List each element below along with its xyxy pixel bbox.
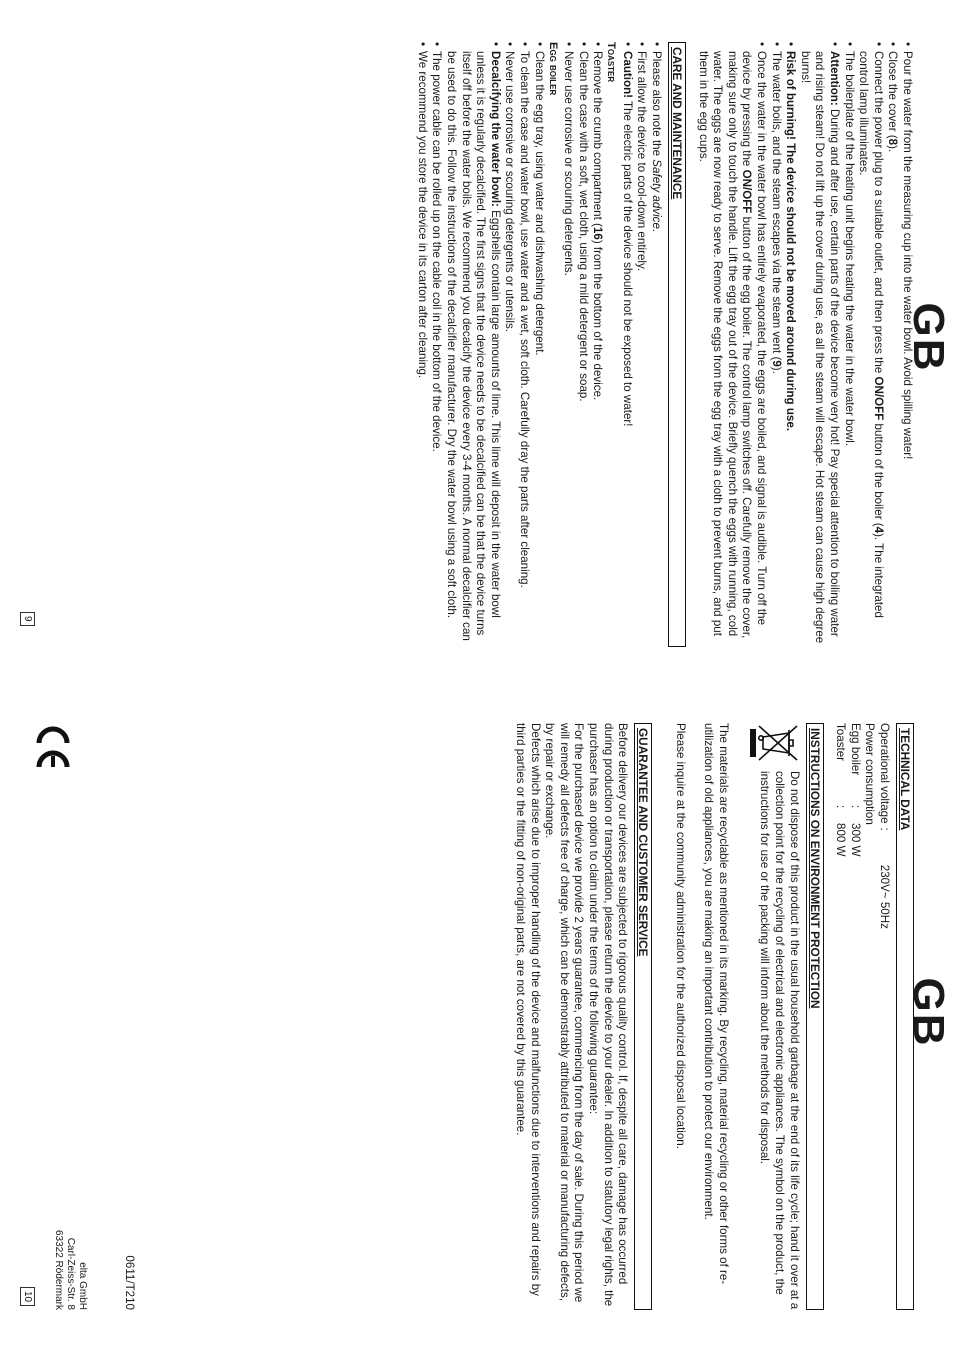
list-item: • The power cable can be rolled up on the cable coil in the bottom of the device.	[429, 42, 444, 647]
list-item: • Pour the water from the measuring cup into the water bowl. Avoid spilling water!	[899, 42, 914, 647]
spec-colon: :	[834, 805, 848, 809]
list-item: • Never use corrosive or scouring detergents or utensils.	[502, 42, 517, 647]
table-row	[833, 723, 848, 1310]
care-maintenance-heading: CARE AND MAINTENANCE	[668, 42, 686, 647]
table-row	[876, 723, 891, 1310]
list-item: • Never use corrosive or scouring detergents.	[561, 42, 576, 647]
crossed-out-bin-icon	[744, 723, 801, 769]
list-item: • Once the water in the water bowl has entirely evaporated, the eggs are boiled, and signal is audible. Turn off the device by pressing the ON/OFF button of the egg boiler. The control lamp switches off. Carefully remove the cover, making sure only to touch the handle. Lift the egg tray out of the device. Briefly quench the eggs with running, cold water. The eggs are now ready to serve. Remove the eggs from the egg tray with a cloth to prevent burns, and put them in the egg cups.	[695, 42, 768, 647]
table-row	[847, 723, 862, 1310]
list-item: • Please also note the Safety advice.	[649, 42, 664, 647]
page-number: 10	[20, 1287, 35, 1306]
list-item: • Caution! The electric parts of the device should not be exposed to water!	[619, 42, 634, 647]
egg-boiler-heading: Egg boiler	[546, 42, 559, 96]
guarantee-paragraph: Before delivery our devices are subjected to rigorous quality control. If, despite all care, damage has occurred during production or transportation, please return the device to your dealer. In addition to statutory legal rights, the purchaser has an option to claim under the terms of the following guarantee:	[587, 723, 630, 1307]
spec-colon: :	[848, 805, 862, 809]
list-item: • The boilerplate of the heating unit begins heating the water in the water bowl.	[841, 42, 856, 647]
company-address	[52, 1230, 88, 1310]
document-code: 0611/T210	[123, 1255, 136, 1310]
language-heading: GB	[904, 977, 953, 1048]
page-10	[0, 675, 954, 1350]
list-item: • First allow the device to cool-down entirely.	[634, 42, 649, 647]
list-item: • Attention: During and after use, certain parts of the device become very hot! Pay special attention to boiling water and rising steam! Do not lift up the cover during use, as all the steam will escape. Hot steam can cause high degree burns!	[797, 42, 841, 647]
page-number: 9	[20, 612, 35, 626]
list-item: • Clean the case with a soft, wet cloth, using a mild detergent or soap.	[575, 42, 590, 647]
guarantee-paragraph: For the purchased device we provide 2 years guarantee, commencing from the day of sale. During this period we will remedy all defects free of charge, which can be demonstrably attributed to material or manufacturing defects, by repair or exchange.	[543, 723, 586, 1303]
page-9-content	[414, 42, 914, 647]
spec-value: 230V~ 50Hz	[878, 864, 891, 929]
address-line: Carl-Zeiss-Str. 8	[65, 1237, 76, 1310]
spec-key: Operational voltage	[878, 723, 891, 824]
list-item: • Decalcifying the water bowl: Eggshells contain large amounts of lime. This lime will deposit in the water bowl unless it is regularly decalcified. The first signs that the device needs to be decalcified can be that the device turns itself off before the water boils. We recommend you decalcify the device every 3-4 months. A normal decalcifier can be used to do this. Follow the instructions of the decalcifier manufacturer. Dry the water bowl using a soft cloth.	[443, 42, 501, 647]
environment-paragraph: Please inquire at the community administration for the authorized disposal location.	[673, 723, 687, 1149]
list-item: • Risk of burning! The device should not be moved around during use.	[783, 42, 798, 647]
list-item: • Close the cover (8).	[885, 42, 900, 647]
spec-value: 800 W	[834, 823, 848, 857]
operation-steps	[695, 42, 914, 647]
list-item: • We recommend you store the device in its carton after cleaning.	[414, 42, 429, 647]
technical-data-table	[833, 723, 891, 1310]
list-item: • The water boils, and the steam escapes via the steam vent (9).	[768, 42, 783, 647]
table-row	[862, 723, 877, 1310]
list-item: • Connect the power plug to a suitable outlet, and then press the ON/OFF button of the boiler (4). The integrated control lamp illuminates.	[856, 42, 885, 647]
guarantee-paragraph: Defects which arise due to improper handling of the device and malfunctions due to interventions and repairs by third parties or the fitting of non-original parts, are not covered by this guarantee.	[514, 723, 542, 1296]
technical-data-heading: TECHNICAL DATA	[896, 723, 914, 1310]
spec-colon: :	[878, 827, 891, 831]
environment-heading: INSTRUCTIONS ON ENVIRONMENT PROTECTION	[806, 723, 824, 1310]
list-item: • Clean the egg tray, using water and dishwashing detergent.	[531, 42, 546, 647]
spec-value: 300 W	[848, 823, 862, 857]
toaster-list	[561, 42, 605, 647]
toaster-heading: Toaster	[605, 42, 618, 83]
spec-key: Toaster	[834, 723, 848, 762]
list-item: • To clean the case and water bowl, use water and a wet, soft cloth. Carefully dray the parts after cleaning.	[516, 42, 531, 647]
environment-block	[744, 723, 801, 1310]
address-line: elta GmbH	[77, 1262, 88, 1310]
egg-boiler-list	[414, 42, 545, 647]
guarantee-heading: GUARANTEE AND CUSTOMER SERVICE	[634, 723, 652, 1310]
ce-mark-icon	[30, 723, 70, 771]
environment-text: Do not dispose of this product in the usual household garbage at the end of its life cycle; hand it over at a collection point for the recycling of electrical and electronic appliances. The symbol on the product, the instructions for use or the packing will inform about the methods for disposal.	[758, 771, 801, 1310]
list-item: • Remove the crumb compartment (16) from the bottom of the device.	[590, 42, 605, 647]
spec-key: Power consumption	[863, 723, 877, 825]
spec-key: Egg boiler	[848, 723, 862, 776]
address-line: 63322 Rödermark	[53, 1229, 64, 1310]
language-heading: GB	[904, 302, 953, 373]
care-list	[619, 42, 663, 647]
environment-paragraph: The materials are recyclable as mentioned in its marking. By recycling, material recycling or other forms of re-utilization of old appliances, you are making an important contribution to protect our environment.	[702, 723, 731, 1285]
page-10-content	[513, 723, 915, 1310]
